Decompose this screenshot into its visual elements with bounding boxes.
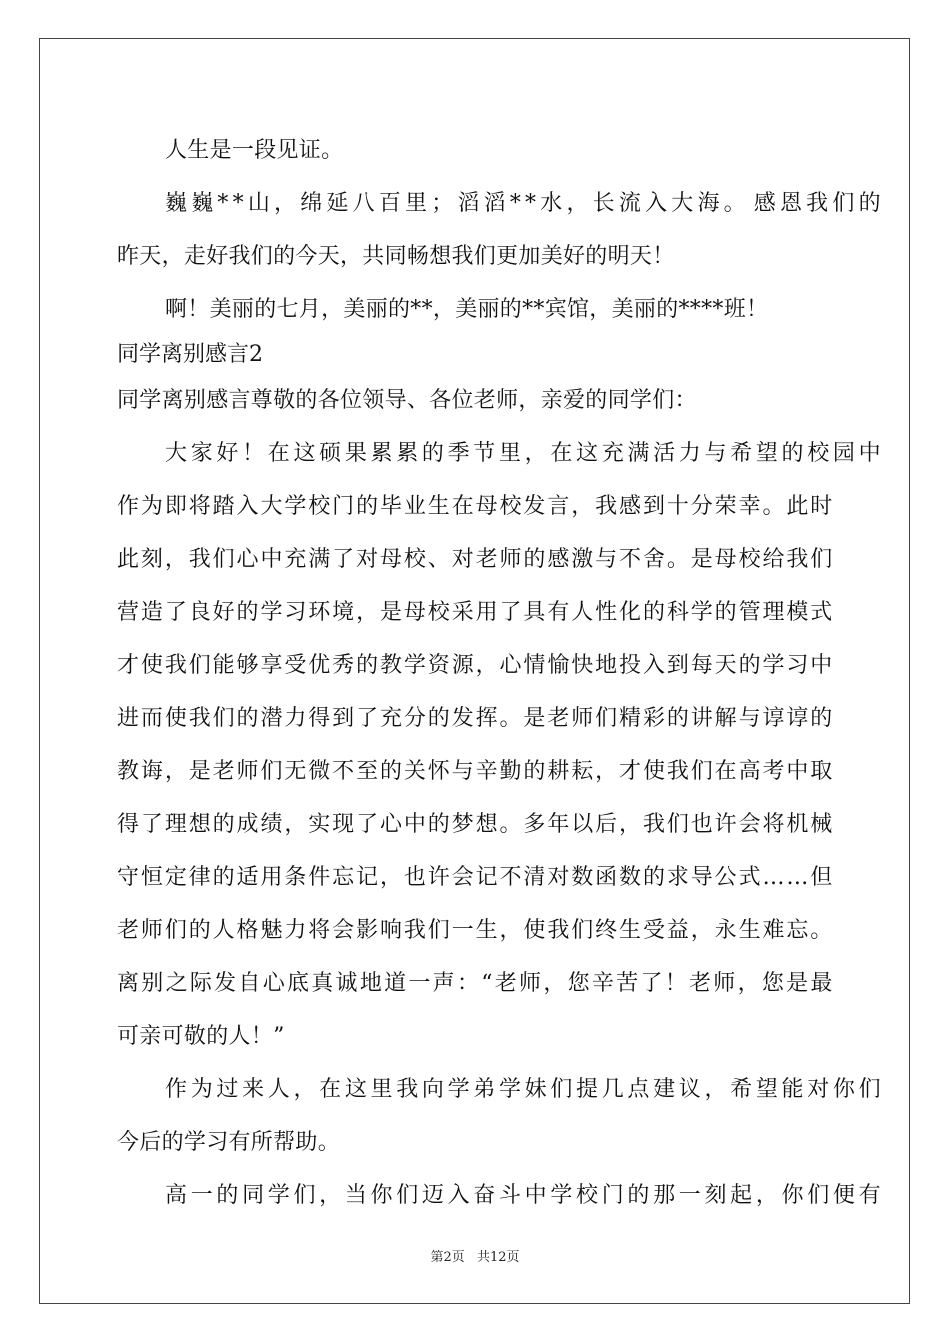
paragraph-line: 营 造 了 良 好 的 学 习 环 境 ， 是 母 校 采 用 了 具 有 人 性 化 的 科 学 的 管 理 模 式 xyxy=(117,600,833,625)
page-footer xyxy=(0,1246,950,1265)
document-body xyxy=(117,124,881,1222)
paragraph-line: 大 家 好 ！ 在 这 硕 果 累 累 的 季 节 里 ， 在 这 充 满 活 力 与 希 望 的 校 园 中 xyxy=(165,441,881,466)
paragraph-line: 进 而 使 我 们 的 潜 力 得 到 了 充 分 的 发 挥 。 是 老 师 们 精 彩 的 讲 解 与 谆 谆 的 xyxy=(117,706,833,731)
page-number: 第2页 xyxy=(430,1250,465,1265)
paragraph-line: 高 一 的 同 学 们 ， 当 你 们 迈 入 奋 斗 中 学 校 门 的 那 一 刻 起 ， 你 们 便 有 xyxy=(165,1183,881,1208)
paragraph-line: 得 了 理 想 的 成 绩 ， 实 现 了 心 中 的 梦 想 。 多 年 以 后 ， 我 们 也 许 会 将 机 械 xyxy=(117,812,833,837)
paragraph-line: 作 为 过 来 人 ， 在 这 里 我 向 学 弟 学 妹 们 提 几 点 建 议 ， 希 望 能 对 你 们 xyxy=(165,1077,881,1102)
paragraph-line: 守 恒 定 律 的 适 用 条 件 忘 记 ， 也 许 会 记 不 清 对 数 函 数 的 求 导 公 式 … … 但 xyxy=(117,865,833,890)
paragraph-line: 离 别 之 际 发 自 心 底 真 诚 地 道 一 声 ： “ 老 师 ， 您 辛 苦 了 ！ 老 师 ， 您 是 最 xyxy=(117,971,833,996)
page-total: 共12页 xyxy=(476,1250,520,1265)
salutation-line: 同学离别感言尊敬的各位领导、各位老师，亲爱的同学们： xyxy=(117,388,697,413)
paragraph-line: 此 刻 ， 我 们 心 中 充 满 了 对 母 校 、 对 老 师 的 感 激 与 不 舍 。 是 母 校 给 我 们 xyxy=(117,547,833,572)
paragraph-line: 老 师 们 的 人 格 魅 力 将 会 影 响 我 们 一 生 ， 使 我 们 终 生 受 益 ， 永 生 难 忘 。 xyxy=(117,918,833,943)
paragraph-line: 啊！美丽的七月，美丽的**，美丽的**宾馆，美丽的****班！ xyxy=(165,297,769,322)
section-heading: 同学离别感言2 xyxy=(117,342,263,367)
paragraph-line: 作 为 即 将 踏 入 大 学 校 门 的 毕 业 生 在 母 校 发 言 ， 我 感 到 十 分 荣 幸 。 此 时 xyxy=(117,494,833,519)
paragraph-line: 教 诲 ， 是 老 师 们 无 微 不 至 的 关 怀 与 辛 勤 的 耕 耘 ， 才 使 我 们 在 高 考 中 取 xyxy=(117,759,833,784)
paragraph-line: 今后的学习有所帮助。 xyxy=(117,1130,341,1155)
paragraph-line: 巍 巍 * * 山 ， 绵 延 八 百 里 ； 滔 滔 * * 水 ， 长 流 入 大 海 。 感 恩 我 们 的 xyxy=(165,191,881,216)
paragraph-line: 昨天，走好我们的今天，共同畅想我们更加美好的明天！ xyxy=(117,244,675,269)
paragraph-line: 可亲可敬的人！” xyxy=(117,1024,285,1049)
paragraph-line: 才 使 我 们 能 够 享 受 优 秀 的 教 学 资 源 ， 心 情 愉 快 地 投 入 到 每 天 的 学 习 中 xyxy=(117,653,833,678)
paragraph-line: 人生是一段见证。 xyxy=(165,138,344,163)
